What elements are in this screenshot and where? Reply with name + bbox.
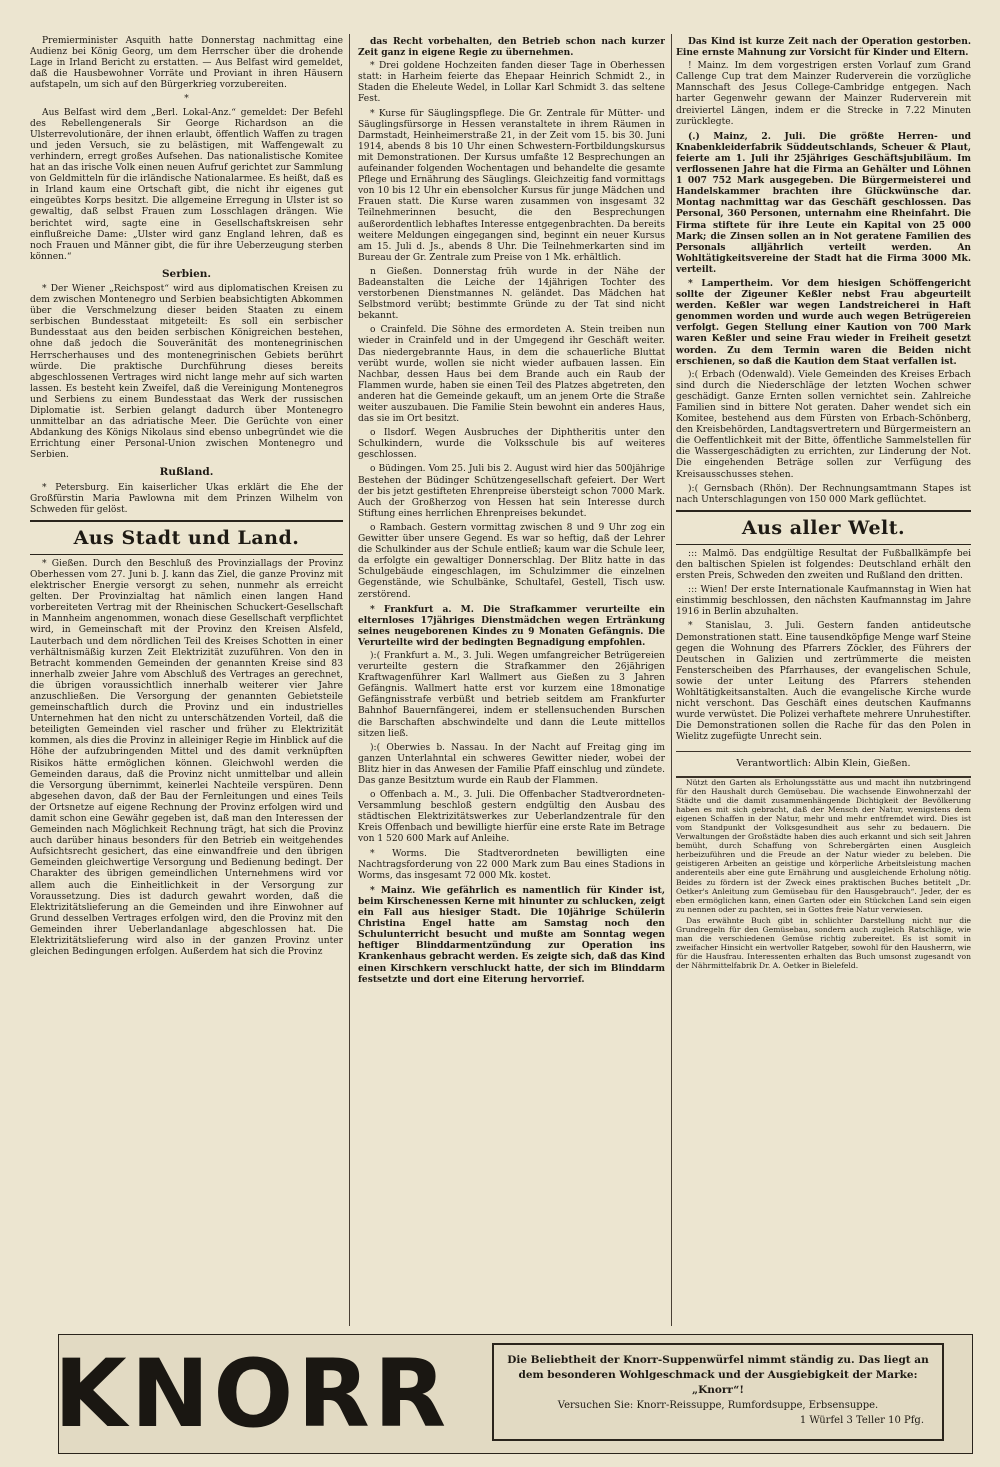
responsible-editor-line: Verantwortlich: Albin Klein, Gießen. (676, 751, 971, 777)
article-mainz-scheuer-plaut: (.) Mainz, 2. Juli. Die größte Herren- und Knabenkleiderfabrik Süddeutschlands, Scheuer & Plaut, feierte am 1. Juli ihr 25jähriges Geschäftsjubiläum. Im verflossenen Jahre hat die Firma an Gehälter und Löhnen 1 007 752 Mark ausgegeben. Die Bürgermeisterei und Handelskammer brachten ihre Glückwünsche dar. Montag nachmittag war das Geschäft geschlossen. Das Personal, 360 Personen, unternahm eine Rheinfahrt. Die Firma stiftete für ihre Leute ein Kapital von 25 000 Mark; die Zinsen sollen an in Not geratene Familien des Personals alljährlich verteilt werden. An Wohltätigkeitsvereine der Stadt hat die Firma 3000 Mk. verteilt. (676, 130, 971, 275)
column-middle (358, 36, 665, 1326)
article-malmoe: ::: Malmö. Das endgültige Resultat der Fußballkämpfe bei den baltischen Spielen ist folgendes: Deutschland erhält den ersten Preis, Schweden den zweiten und Rußland den dritten. (676, 548, 971, 582)
column-rule-1 (349, 34, 350, 1326)
article-giessen-elektrizitaet: * Gießen. Durch den Beschluß des Provinziallags der Provinz Oberhessen vom 27. Juni b. J. kann das Ziel, die ganze Provinz mit elektrischer Energie versorgt zu sehen, nunmehr als erreicht gelten. Der Provinzialtag hat nämlich einen langen Hand vorbereiteten Vertrag mit der Rheinischen Schuckert-Gesellschaft in Mannheim angenommen, wonach diese Gesellschaft verpflichtet wird, in Gemeinschaft mit der Provinz den Kreisen Alsfeld, Lauterbach und dem nördlichen Teil des Kreises Schotten in einer verhältnismäßig kurzen Zeit Elektrizität zuzuführen. Von den in Betracht kommenden Gemeinden der genannten Kreise sind 83 innerhalb zweier Jahre vom Abschluß des Vertrages an gerechnet, die übrigen voraussichtlich innerhalb weiterer vier Jahre anzuschließen. Die Versorgung der genannten Gebietsteile gemeinschaftlich durch die Provinz und ein industrielles Unternehmen hat den nicht zu unterschätzenden Vorteil, daß die beteiligten Gemeinden viel rascher und früher zu Elektrizität kommen, als dies die Provinz in alleiniger Regie im Hinblick auf die Höhe der aufzubringenden Mittel und des damit verknüpften Risikos hätte ermöglichen können. Gleichwohl werden die Gemeinden daraus, daß die Provinz nicht unmittelbar und allein die Versorgung übernimmt, keinerlei Nachteile verspüren. Denn abgesehen davon, daß der Bau der Fernleitungen und eines Teils der Ortsnetze auf eigene Rechnung der Provinz erfolgen wird und damit schon eine Gewähr gegeben ist, daß man den Interessen der Gemeinden nach Möglichkeit Rechnung trägt, hat sich die Provinz auch darüber hinaus besonders für den Betrieb ein weitgehendes Aufsichtsrecht gesichert, das eine einwandfreie und den übrigen Gemeinden gleichwertige Versorgung und Bedienung bedingt. Der Charakter des übrigen gemeindlichen Unternehmens wird vor allem auch die Einheitlichkeit in der Versorgung zur Voraussetzung. Dies ist dadurch gewahrt worden, daß die Elektrizitätslieferung an die Gemeinden und ihre Einwohner auf Grund desselben Vertrages erfolgen wird, den die Provinz mit den Gemeinden ihrer Ueberlandanlage abgeschlossen hat. Die Elektrizitätslieferung wird also in der ganzen Provinz unter gleichen Bedingungen erfolgen. Außerdem hat sich die Provinz (30, 558, 343, 958)
article-goldene-hochzeiten: * Drei goldene Hochzeiten fanden dieser Tage in Oberhessen statt: in Harheim feierte das Ehepaar Heinrich Schmidt 2., in Staden die Eheleute Wedel, in Lollar Karl Schmidt 3. das seltene Fest. (358, 61, 665, 105)
article-gernsbach: ):( Gernsbach (Rhön). Der Rechnungsamtmann Stapes ist nach Unterschlagungen von 150 000 Mark geflüchtet. (676, 483, 971, 505)
oetker-paragraph-1: Nützt den Garten als Erholungsstätte aus und macht ihn nutzbringend für den Haushalt durch Gemüsebau. Die wachsende Einwohnerzahl der Städte und die damit zusammenhängende Dichtigkeit der Bevölkerung haben es mit sich gebracht, daß der Mensch der Natur, wenigstens dem eigenen Schaffen in der Natur, mehr und mehr entfremdet wird. Dies ist vom Standpunkt der Volksgesundheit aus sehr zu bedauern. Die Verwaltungen der Großstädte haben dies auch erkannt und sich seit Jahren bemüht, durch Schaffung von Schrebergärten einen Ausgleich herbeizuführen und die Freude an der Natur wieder zu beleben. Die geistigeren Arbeiten an geistige und körperliche Arbeitsleistung machen anderenteils aber eine gute Ernährung und ausgleichende Erholung nötig. Beides zu fördern ist der Zweck eines praktischen Buches betitelt „Dr. Oetker's Anleitung zum Gemüsebau für den Hausgebrauch“. Jeder, der es eben ermöglichen kann, einen Garten oder ein Stückchen Land sein eigen zu nennen oder zu pachten, sei in Gottes freie Natur verwiesen. (676, 777, 971, 914)
article-belfast: Aus Belfast wird dem „Berl. Lokal-Anz.“ gemeldet: Der Befehl des Rebellengenerals Sir George Richardson an die Ulsterrevolutionäre, der ihnen erlaubt, öffentlich Waffen zu tragen und jeden Versuch, sie zu belästigen, mit Waffengewalt zu verhindern, erregt großes Aufsehen. Das nationalistische Komitee hat an das irische Volk einen neuen Aufruf gerichtet zur Sammlung von Geldmitteln für die irländische Nationalarmee. Es heißt, daß es in Irland kaum eine Ortschaft gibt, die nicht ihr eigenes gut eingeübtes Korps besitzt. Die allgemeine Erregung in Ulster ist so gewaltig, daß selbst Frauen zum Losschlagen drängen. Wie berichtet wird, sagte eine in Gesellschaftskreisen sehr einflußreiche Dame: „Ulster wird ganz England lehren, daß es noch Frauen und Männer gibt, die für ihre Ueberzeugung sterben können.“ (30, 107, 343, 262)
article-ilsdorf: o Ilsdorf. Wegen Ausbruches der Diphtheritis unter den Schulkindern, wurde die Volksschule bis auf weiteres geschlossen. (358, 428, 665, 461)
separator-star: * (184, 94, 189, 105)
article-lampertheim: * Lampertheim. Vor dem hiesigen Schöffengericht sollte der Zigeuner Keßler nebst Frau abgeurteilt werden. Keßler war wegen Landstreicherei in Haft genommen worden und wurde auch wegen Betrügereien verfolgt. Gegen Stellung einer Kaution von 700 Mark waren Keßler und seine Frau wieder in Freiheit gesetzt worden. Zu dem Termin waren die Beiden nicht erschienen, so daß die Kaution dem Staat verfallen ist. (676, 277, 971, 367)
article-regie: das Recht vorbehalten, den Betrieb schon nach kurzer Zeit ganz in eigene Regie zu übernehmen. (358, 36, 665, 59)
article-giessen-leiche: n Gießen. Donnerstag früh wurde in der Nähe der Badeanstalten die Leiche der 14jährigen Tochter des verstorbenen Dienstmannes N. geländet. Das Mädchen hat Selbstmord verübt; bestimmte Gründe zu der Tat sind nicht bekannt. (358, 266, 665, 322)
article-mainz-kirschkern: * Mainz. Wie gefährlich es namentlich für Kinder ist, beim Kirschenessen Kerne mit hinunter zu schlucken, zeigt ein Fall aus hiesiger Stadt. Die 10jährige Schülerin Christina Engel hatte am Samstag noch den Schulunterricht besucht und mußte am Sonntag wegen heftiger Blinddarmentzündung zur Operation ins Krankenhaus gebracht werden. Es zeigte sich, daß das Kind einen Kirschkern verschluckt hatte, der sich im Blinddarm festsetzte und dort eine Eiterung hervorrief. (358, 884, 665, 985)
knorr-ad-varieties: Versuchen Sie: Knorr-Reissuppe, Rumfordsuppe, Erbsensuppe. (557, 1400, 879, 1411)
knorr-logo: KNORR (53, 1339, 451, 1449)
article-wien: ::: Wien! Der erste Internationale Kaufmannstag in Wien hat einstimmig beschlossen, den nächsten Kaufmannstag im Jahre 1916 in Berlin abzuhalten. (676, 585, 971, 618)
section-heading-russland: Rußland. (159, 466, 214, 479)
article-worms: * Worms. Die Stadtverordneten bewilligten eine Nachtragsforderung von 22 000 Mark zum Bau eines Stadions in Worms, das insgesamt 72 000 Mk. kostet. (358, 848, 665, 881)
knorr-ad-claim: Die Beliebtheit der Knorr-Suppenwürfel nimmt ständig zu. Das liegt an dem besonderen Wohlgeschmack und der Ausgiebigkeit der Marke: „Knorr“! (507, 1354, 929, 1396)
article-saeuglingspflege: * Kurse für Säuglingspflege. Die Gr. Zentrale für Mütter- und Säuglingsfürsorge in Hessen veranstaltete in ihrem Räumen in Darmstadt, Heinheimerstraße 21, in der Zeit vom 15. bis 30. Juni 1914, abends 8 bis 10 Uhr einen Schwestern-Fortbildungskursus mit Demonstrationen. Der Kursus umfaßte 12 Besprechungen an aufeinander folgenden Wochentagen und behandelte die gesamte Pflege und Ernährung des Säuglings. Gleichzeitig fand vormittags von 10 bis 12 Uhr ein ebensolcher Kursus für junge Mädchen und Frauen statt. Die Kurse waren zusammen von insgesamt 32 Teilnehmerinnen besucht, die den Besprechungen außerordentlich lebhaftes Interesse entgegenbrachten. Da bereits weitere Meldungen eingegangen sind, beginnt ein neuer Kursus am 15. Juli d. Js., abends 8 Uhr. Die Teilnehmerkarten sind im Bureau der Gr. Zentrale zum Preise von 1 Mk. erhältlich. (358, 108, 665, 263)
article-kind-gestorben: Das Kind ist kurze Zeit nach der Operation gestorben. Eine ernste Mahnung zur Vorsicht für Kinder und Eltern. (676, 36, 971, 59)
article-oberwies: ):( Oberwies b. Nassau. In der Nacht auf Freitag ging im ganzen Unterlahntal ein schweres Gewitter nieder, wobei der Blitz hier in das Anwesen der Familie Pfaff einschlug und zündete. Das ganze Besitztum wurde ein Raub der Flammen. (358, 742, 665, 786)
knorr-ad-price: 1 Würfel 3 Teller 10 Pfg. (799, 1415, 924, 1426)
article-offenbach: o Offenbach a. M., 3. Juli. Die Offenbacher Stadtverordneten-Versammlung beschloß gestern endgültig den Ausbau des städtischen Elektrizitätswerkes zur Ueberlandzentrale für den Kreis Offenbach und bewilligte hierfür eine erste Rate im Betrage von 1 520 600 Mark auf Anleihe. (358, 790, 665, 845)
column-left (30, 36, 343, 1326)
oetker-paragraph-2: Das erwähnte Buch gibt in schlichter Darstellung nicht nur die Grundregeln für den Gemüsebau, sondern auch zugleich Ratschläge, wie man die verschiedenen Gemüse richtig zubereitet. Es ist somit in zweifacher Hinsicht ein wertvoller Ratgeber, sowohl für den Hausherrn, wie für die Hausfrau. Interessenten erhalten das Buch umsonst zugesandt von der Nährmittelfabrik Dr. A. Oetker in Bielefeld. (676, 915, 971, 971)
article-buedingen: o Büdingen. Vom 25. Juli bis 2. August wird hier das 500jährige Bestehen der Büdinger Schützengesellschaft gefeiert. Der Wert der bis jetzt gestifteten Ehrenpreise übersteigt schon 7000 Mark. Auch der Großherzog von Hessen hat sein Interesse durch Stiftung eines herrlichen Ehrenpreises bekundet. (358, 464, 665, 519)
article-erbach: ):( Erbach (Odenwald). Viele Gemeinden des Kreises Erbach sind durch die Niederschläge der letzten Wochen schwer geschädigt. Ganze Ernten sollen vernichtet sein. Zahlreiche Familien sind in bittere Not geraten. Daher wendet sich ein Komitee, bestehend aus dem Fürsten von Erbach-Schönberg, den Kreisbehörden, Landtagsvertretern und Bürgermeistern an die Oeffentlichkeit mit der Bitte, öffentliche Sammelstellen für die Wassergeschädigten zu errichten, zur Linderung der Not. Die eingehenden Beträge sollen zur Verfügung des Kreisausschusses stehen. (676, 369, 971, 480)
article-serbien: * Der Wiener „Reichspost“ wird aus diplomatischen Kreisen zu dem zwischen Montenegro und Serbien beabsichtigten Abkommen über die Verschmelzung dieser beiden Staaten zu einem serbischen Bundesstaat mitgeteilt: Es soll ein serbischer Bundesstaat aus den beiden serbischen Königreichen bestehen, ohne daß jedoch die Souveränität des montenegrinischen Herrscherhauses und des montenegrinischen Gebiets berührt würde. Die praktische Durchführung dieses bereits abgeschlossenen Vertrages wird nicht lange mehr auf sich warten lassen. Es besteht kein Zweifel, daß die Vereinigung Montenegros und Serbiens zu einem Bundesstaat das Werk der russischen Diplomatie ist. Serbien gelangt dadurch über Montenegro unmittelbar an das adriatische Meer. Die Gerüchte von einer Abdankung des Königs Nikolaus sind ebenso unbegründet wie die Errichtung einer Personal-Union zwischen Montenegro und Serbien. (30, 283, 343, 461)
article-mainz-ruderverein: ! Mainz. Im dem vorgestrigen ersten Vorlauf zum Grand Callenge Cup trat dem Mainzer Ruderverein die vorzügliche Mannschaft des Jesus College-Cambridge entgegen. Nach harter Gegenwehr gewann der Mainzer Ruderverein mit dreiviertel Längen, indem er die Strecke in 7.22 Minuten zurücklegte. (676, 61, 971, 127)
article-stanislau: * Stanislau, 3. Juli. Gestern fanden antideutsche Demonstrationen statt. Eine tausendköpfige Menge warf Steine gegen die Wohnung des Pfarrers Zöckler, des Führers der Deutschen in Galizien und zertrümmerte die meisten Fensterscheiben des Pfarrhauses, der evangelischen Schule, sowie der unter Leitung des Pfarrers stehenden Wohltätigkeitsanstalten. Auch die evangelische Kirche wurde nicht verschont. Das Geschäft eines deutschen Kaufmanns wurde verwüstet. Die Polizei verhaftete mehrere Unruhestifter. Die Demonstrationen sollen die Rache für das den Polen in Wielitz zugefügte Unrecht sein. (676, 621, 971, 743)
knorr-advertisement (53, 1334, 973, 1454)
section-heading-serbien: Serbien. (161, 267, 212, 280)
column-rule-2 (671, 34, 672, 1326)
article-crainfeld: o Crainfeld. Die Söhne des ermordeten A. Stein treiben nun wieder in Crainfeld und in der Umgegend ihr Geschäft weiter. Das niedergebrannte Haus, in dem die schauerliche Bluttat verübt wurde, wollen sie nicht wieder aufbauen lassen. Ein Nachbar, dessen Haus bei dem Brande auch ein Raub der Flammen wurde, haben sie einen Teil des Platzes abgetreten, den anderen hat die Gemeinde gekauft, um an jenem Orte die Straße weiter auszubauen. Die Familie Stein bewohnt ein anderes Haus, das sie im Ort besitzt. (358, 325, 665, 425)
column-right (676, 36, 971, 1326)
article-asquith: Premierminister Asquith hatte Donnerstag nachmittag eine Audienz bei König Georg, um dem Herrscher über die drohende Lage in Irland Bericht zu erstatten. — Aus Belfast wird gemeldet, daß die Hausbewohner Vorräte und Proviant in ihren Häusern aufstapeln, um sich auf den Bürgerkrieg vorzubereiten. (30, 36, 343, 91)
article-frankfurt-wallmert: ):( Frankfurt a. M., 3. Juli. Wegen umfangreicher Betrügereien verurteilte gestern die Strafkammer den 26jährigen Kraftwagenführer Karl Wallmert aus Gießen zu 3 Jahren Gefängnis. Wallmert hatte erst vor kurzem eine 18monatige Gefängnisstrafe verbüßt und betrieb seitdem am Frankfurter Bahnhof Bauernfängerei, indem er stellensuchenden Burschen die Barschaften abschwindelte und dann die Leute mittellos sitzen ließ. (358, 650, 665, 739)
section-heading-stadt-und-land: Aus Stadt und Land. (30, 520, 343, 555)
article-petersburg: * Petersburg. Ein kaiserlicher Ukas erklärt die Ehe der Großfürstin Maria Pawlowna mit dem Prinzen Wilhelm von Schweden für gelöst. (30, 482, 343, 515)
article-frankfurt-strafkammer: * Frankfurt a. M. Die Strafkammer verurteilte ein elternloses 17jähriges Dienstmädchen wegen Ertränkung seines neugeborenen Kindes zu 9 Monaten Gefängnis. Die Verurteilte wird der bedingten Begnadigung empfohlen. (358, 603, 665, 648)
knorr-ad-copy (492, 1343, 944, 1441)
section-heading-aus-aller-welt: Aus aller Welt. (676, 510, 971, 545)
article-rambach: o Rambach. Gestern vormittag zwischen 8 und 9 Uhr zog ein Gewitter über unsere Gegend. Es war so heftig, daß der Lehrer die Schulkinder aus der Schule entließ; kaum war die Schule leer, da erfolgte ein gewaltiger Donnerschlag. Der Blitz hatte in das Schulgebäude eingeschlagen, im Schulzimmer die einzelnen Gegenstände, wie Schulbänke, Schultafel, Gestell, Tisch usw. zerstörend. (358, 522, 665, 600)
oetker-advertorial (676, 778, 971, 971)
